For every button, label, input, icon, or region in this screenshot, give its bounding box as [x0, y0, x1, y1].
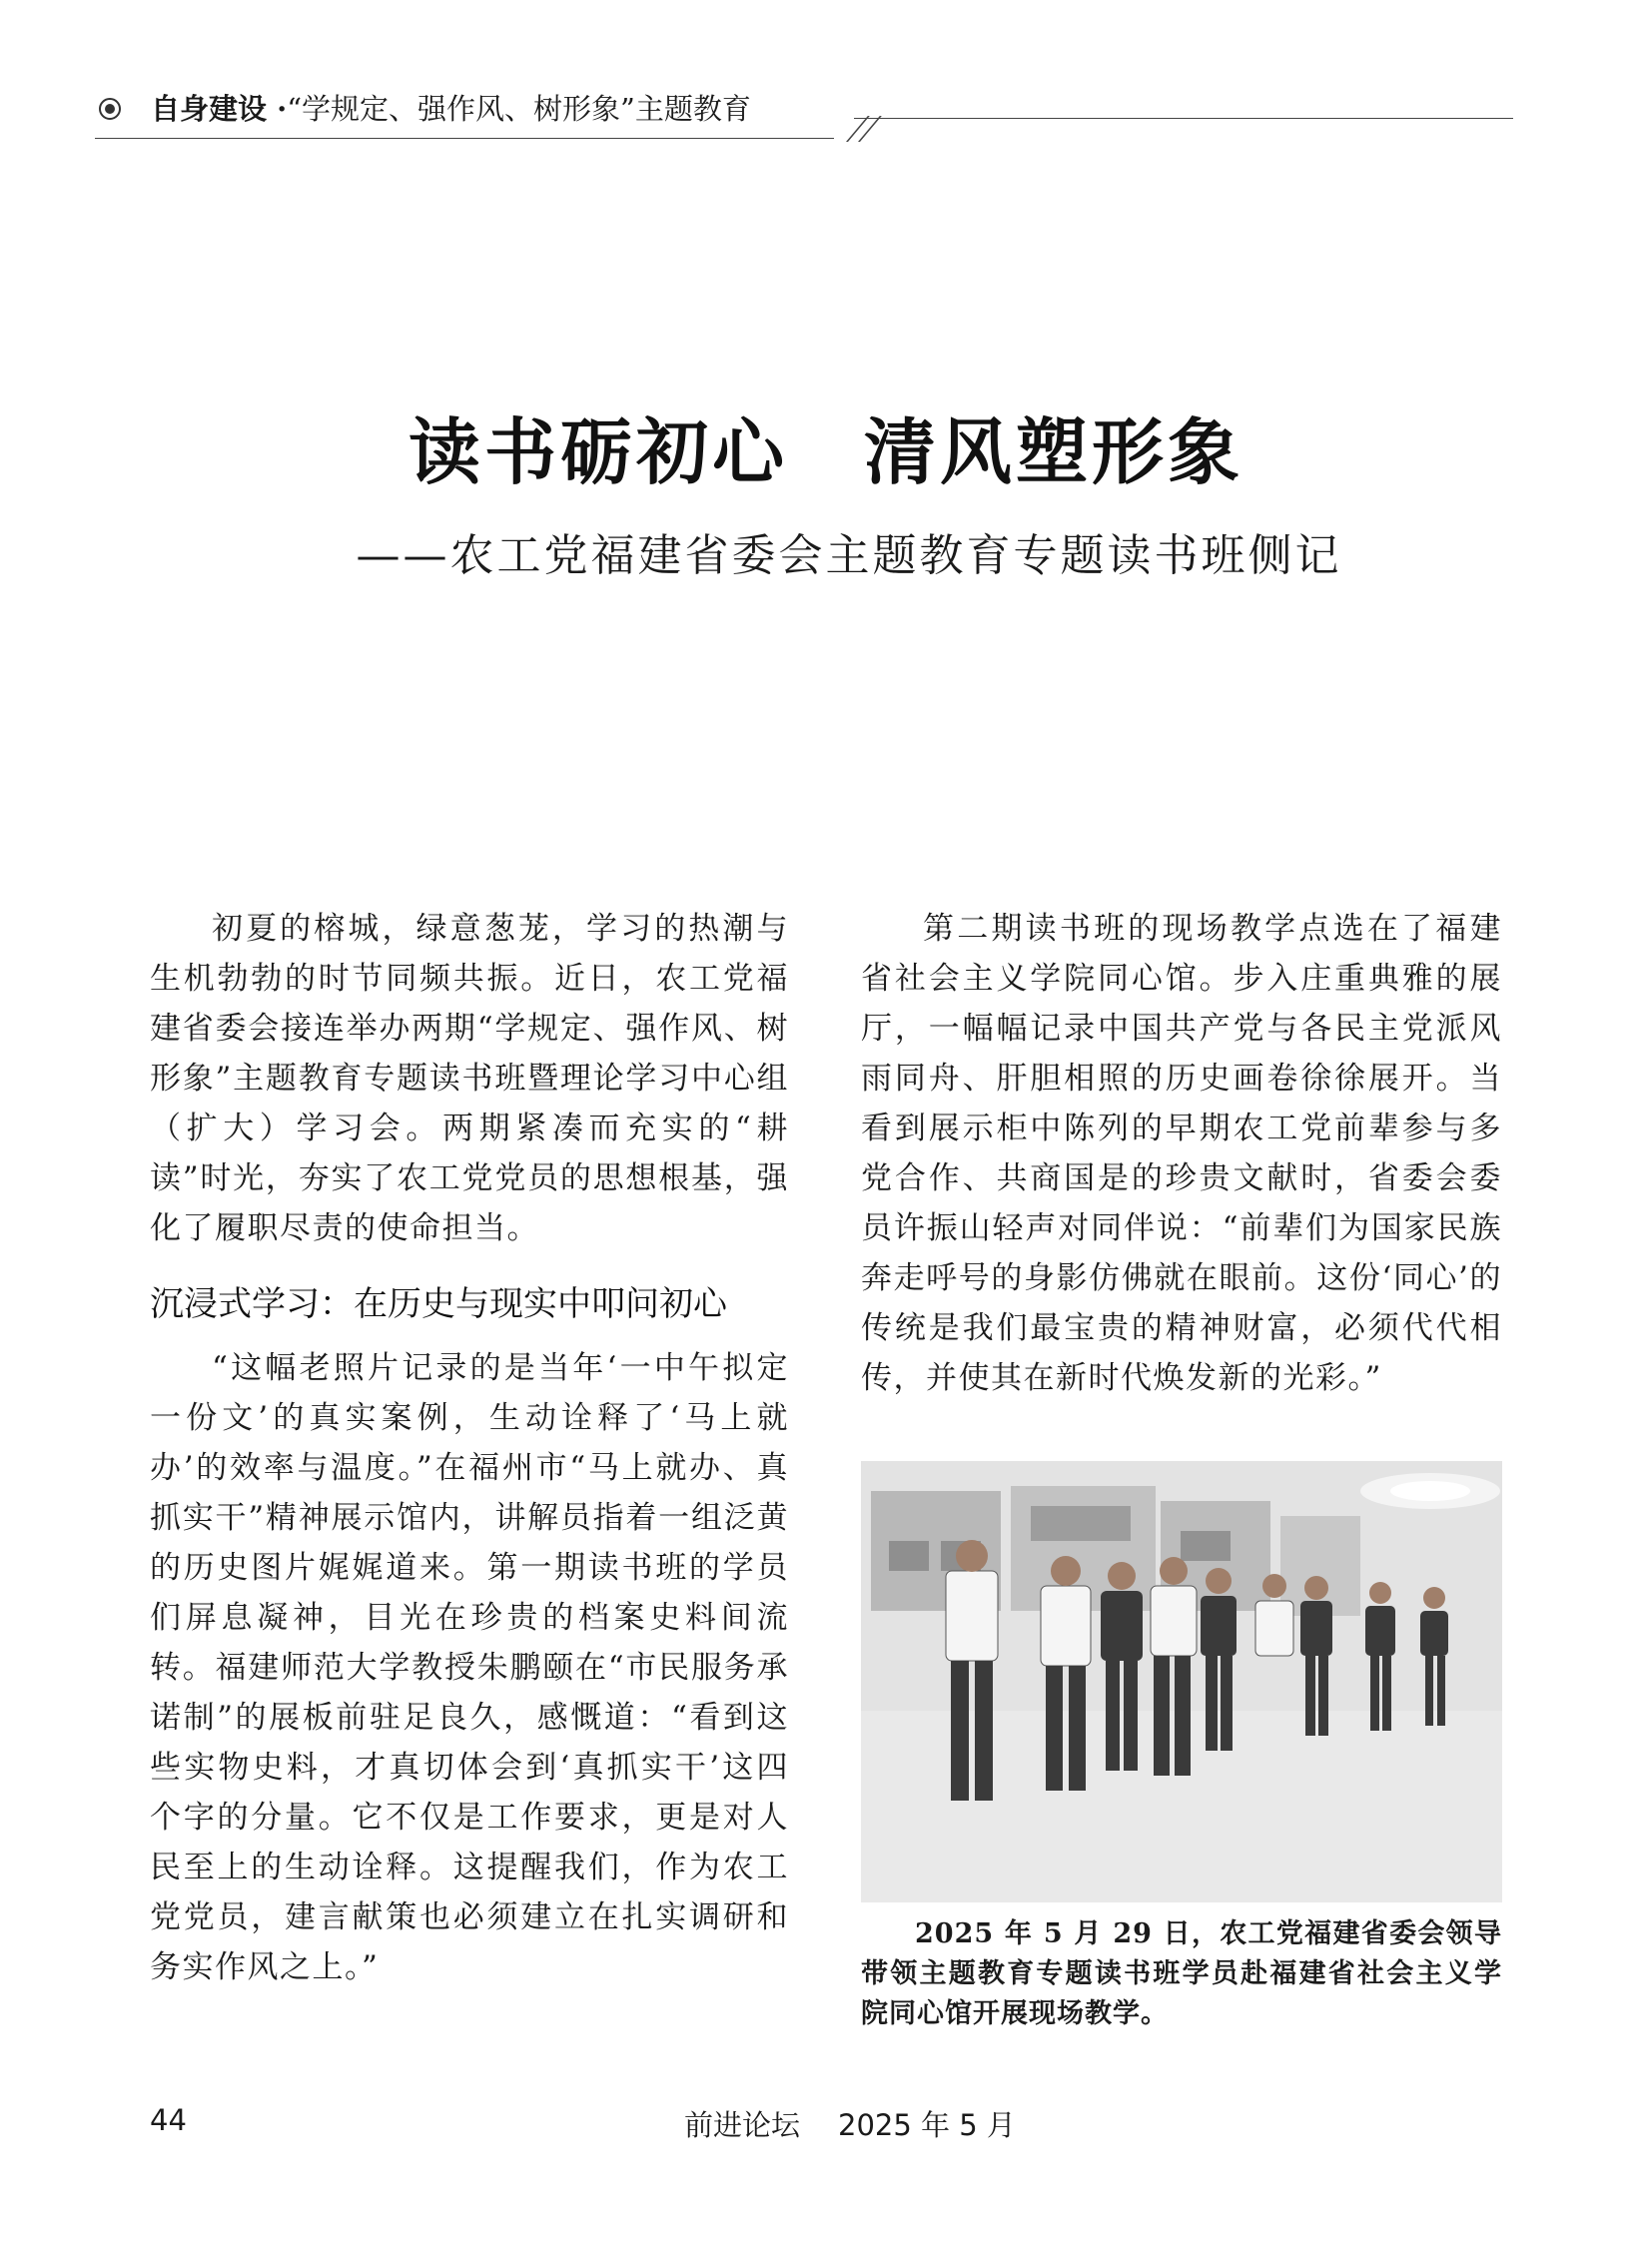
issue-date: 2025 年 5 月	[838, 2108, 1016, 2142]
header-text	[151, 88, 751, 130]
group-photo	[861, 1461, 1502, 1902]
header-topic: “学规定、强作风、树形象”主题教育	[287, 92, 751, 126]
header-slash	[858, 116, 882, 142]
header-rule	[854, 118, 1513, 119]
group-photo-illustration	[861, 1461, 1502, 1902]
footer-publication	[684, 2103, 1016, 2144]
body-paragraph: 第二期读书班的现场教学点选在了福建省社会主义学院同心馆。步入庄重典雅的展厅，一幅幅记录中国共产党与各民主党派风雨同舟、肝胆相照的历史画卷徐徐展开。当看到展示柜中陈列的早期农工党前辈参与多党合作、共商国是的珍贵文献时，省委会委员许振山轻声对同伴说：“前辈们为国家民族奔走呼号的身影仿佛就在眼前。这份‘同心’的传统是我们最宝贵的精神财富，必须代代相传，并使其在新时代焕发新的光彩。”	[861, 911, 1502, 1396]
header-section: 自身建设 ·	[151, 92, 288, 126]
right-column	[861, 904, 1502, 1403]
section-heading: 沉浸式学习：在历史与现实中叩问初心	[150, 1284, 727, 1324]
body-paragraph: “这幅老照片记录的是当年‘一中午拟定一份文’的真实案例，生动诠释了‘马上就办’的效率与温度。”在福州市“马上就办、真抓实干”精神展示馆内，讲解员指着一组泛黄的历史图片娓娓道来。第一期读书班的学员们屏息凝神，目光在珍贵的档案史料间流转。福建师范大学教授朱鹏颐在“市民服务承诺制”的展板前驻足良久，感慨道：“看到这些实物史料，才真切体会到‘真抓实干’这四个字的分量。它不仅是工作要求，更是对人民至上的生动诠释。这提醒我们，作为农工党党员，建言献策也必须建立在扎实调研和务实作风之上。”	[150, 1350, 789, 1985]
left-column	[150, 904, 789, 1992]
header-slash	[846, 116, 870, 142]
page-number: 44	[150, 2103, 187, 2137]
running-header	[95, 88, 1513, 140]
intro-paragraph: 初夏的榕城，绿意葱茏，学习的热潮与生机勃勃的时节同频共振。近日，农工党福建省委会接连举办两期“学规定、强作风、树形象”主题教育专题读书班暨理论学习中心组（扩大）学习会。两期紧凑而充实的“耕读”时光，夯实了农工党党员的思想根基，强化了履职尽责的使命担当。	[150, 911, 789, 1246]
article-title: 读书砺初心 清风塑形象	[408, 410, 1243, 494]
photo-caption: 2025 年 5 月 29 日，农工党福建省委会领导带领主题教育专题读书班学员赴福建省社会主义学院同心馆开展现场教学。	[861, 1918, 1502, 2029]
magazine-name: 前进论坛	[684, 2108, 801, 2142]
target-bullet-icon	[99, 98, 121, 120]
header-rule	[95, 138, 834, 139]
article-subtitle: ——农工党福建省委会主题教育专题读书班侧记	[356, 530, 1342, 581]
